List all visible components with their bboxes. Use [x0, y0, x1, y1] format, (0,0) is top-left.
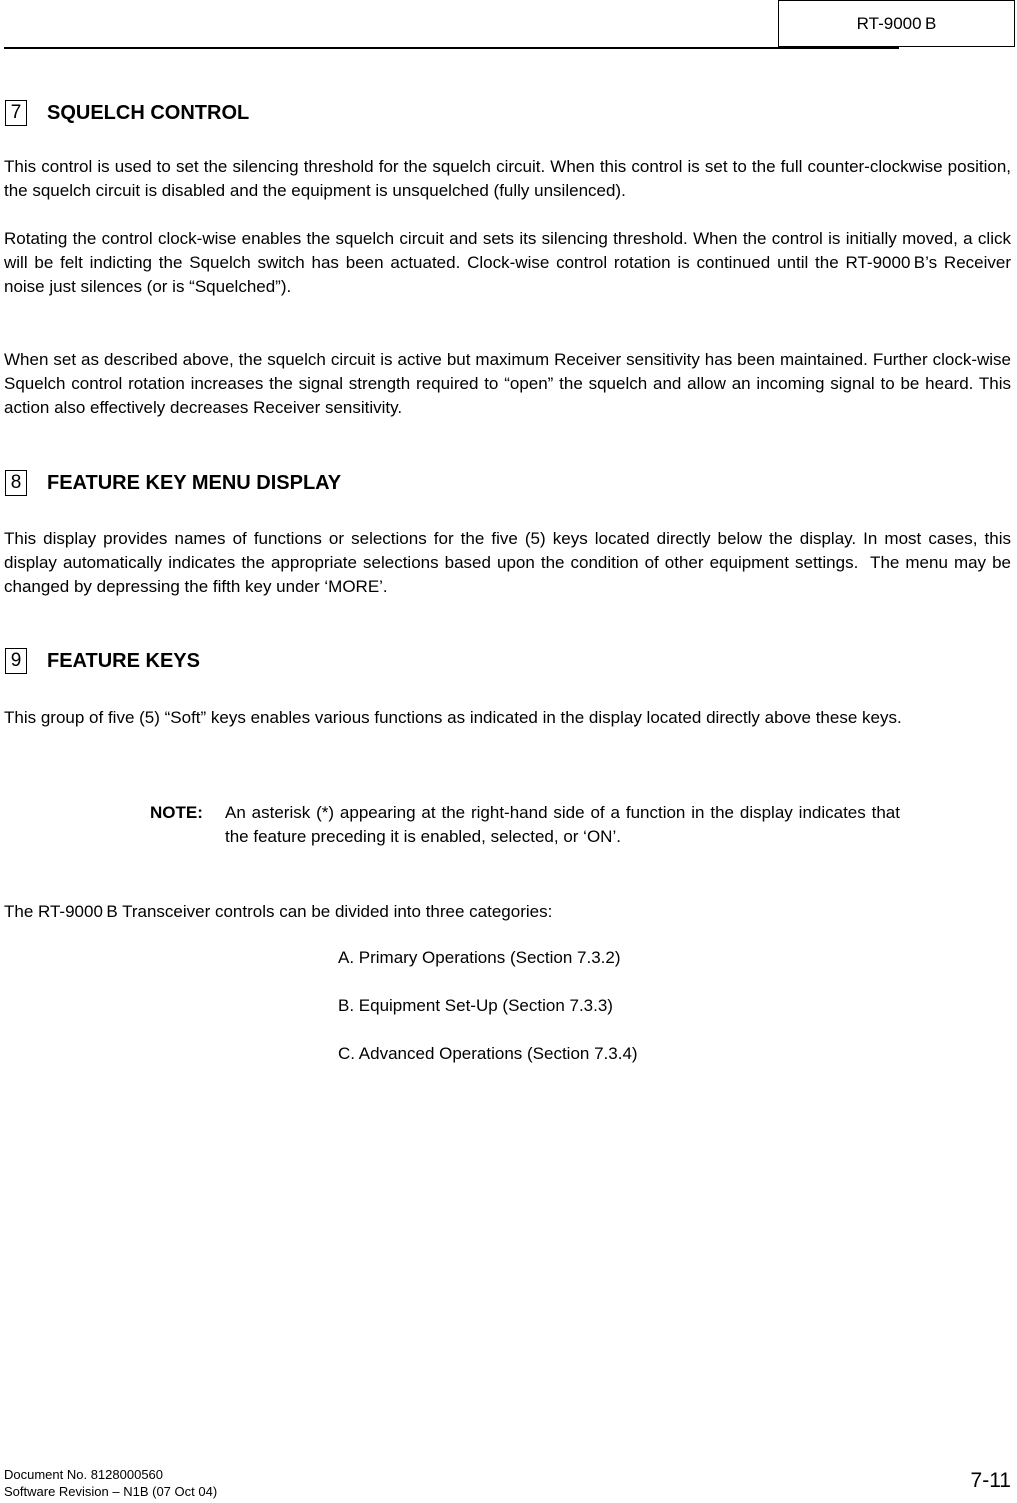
header-rule: [4, 47, 899, 49]
section-9-heading: [5, 648, 200, 674]
category-item: C. Advanced Operations (Section 7.3.4): [338, 1044, 638, 1063]
section-title: FEATURE KEYS: [47, 649, 200, 672]
feature-keys-paragraph: This group of five (5) “Soft” keys enables various functions as indicated in the display located directly above these keys.: [4, 708, 902, 727]
page-number: 7-11: [970, 1469, 1011, 1492]
menu-display-paragraph: This display provides names of functions or selections for the five (5) keys located directly below the display. In most cases, this display automatically indicates the appropriate selections based upon the condition of other equipment settings. The menu may be changed by depressing the fifth key under ‘MORE’.: [4, 529, 1011, 596]
footer-document-info: [4, 1466, 217, 1500]
document-number: Document No. 8128000560: [4, 1467, 164, 1482]
squelch-paragraph-3: When set as described above, the squelch circuit is active but maximum Receiver sensitivity has been maintained. Further clock-wise Squelch control rotation increases the signal strength required to “open” the squelch and allow an incoming signal to be heard. This action also effectively decreases Receiver sensitivity.: [4, 350, 1011, 417]
model-label: RT-9000 B: [778, 0, 1015, 47]
squelch-paragraph-2: Rotating the control clock-wise enables the squelch circuit and sets its silencing threshold. When the control is initially moved, a click will be felt indicting the Squelch switch has been actuated. Clock-wise control rotation is continued until the RT-9000 B’s Receiver noise just silences (or is “Squelched”).: [4, 229, 1011, 296]
section-number-box: 7: [5, 100, 27, 126]
categories-intro: The RT-9000 B Transceiver controls can be divided into three categories:: [4, 902, 553, 921]
section-title: SQUELCH CONTROL: [47, 101, 250, 124]
section-number-box: 8: [5, 470, 27, 496]
squelch-paragraph-1: This control is used to set the silencing threshold for the squelch circuit. When this control is set to the full counter-clockwise position, the squelch circuit is disabled and the equipment is unsquelched (fully unsilenced).: [4, 157, 1011, 200]
note-block: [150, 801, 900, 849]
note-label: NOTE:: [150, 803, 203, 822]
category-item: B. Equipment Set-Up (Section 7.3.3): [338, 996, 613, 1015]
software-revision: Software Revision – N1B (07 Oct 04): [4, 1484, 218, 1499]
section-7-heading: [5, 100, 249, 126]
category-item: A. Primary Operations (Section 7.3.2): [338, 948, 621, 967]
section-8-heading: [5, 470, 341, 496]
section-title: FEATURE KEY MENU DISPLAY: [47, 471, 342, 494]
section-number-box: 9: [5, 648, 27, 674]
note-text: An asterisk (*) appearing at the right-hand side of a function in the display indicates that the feature preceding it is enabled, selected, or ‘ON’.: [225, 803, 900, 846]
